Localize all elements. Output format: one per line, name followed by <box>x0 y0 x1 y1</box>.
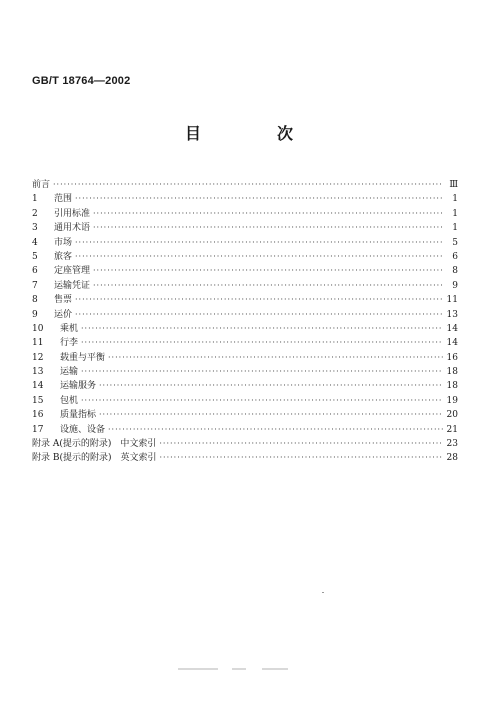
toc-entry-number: 11 <box>32 338 44 349</box>
toc-entry-3[interactable] <box>32 221 458 235</box>
toc-entry-7[interactable] <box>32 279 458 293</box>
toc-leader-dots <box>53 178 443 192</box>
toc-entry-page: 11 <box>446 295 458 306</box>
toc-entry-label: 乘机 <box>60 323 79 334</box>
toc-entry-label: 市场 <box>54 237 73 248</box>
toc-entry-number: 17 <box>32 424 44 435</box>
toc-entry-page: 21 <box>446 424 458 435</box>
toc-entry-label: 旅客 <box>54 251 73 262</box>
toc-entry-page: 20 <box>446 410 458 421</box>
toc-leader-dots <box>99 408 443 422</box>
toc-entry-label: 包机 <box>60 395 79 406</box>
toc-entry-page: 1 <box>452 223 458 234</box>
scan-speck <box>322 592 324 593</box>
toc-entry-page: 16 <box>446 352 458 363</box>
toc-entry-label: 运输凭证 <box>54 280 91 291</box>
toc-entry-page: Ⅲ <box>449 180 458 190</box>
toc-entry-number: 5 <box>32 251 38 262</box>
toc-entry-page: 1 <box>452 194 458 205</box>
toc-entry-number: 4 <box>32 237 38 248</box>
toc-entry-5[interactable] <box>32 250 458 264</box>
toc-entry-label: 设施、设备 <box>60 424 106 435</box>
toc-entry-appendix-b[interactable] <box>32 451 458 465</box>
toc-entry-preface[interactable] <box>32 178 458 192</box>
toc-entry-page: 14 <box>446 323 458 334</box>
table-of-contents <box>32 178 458 466</box>
toc-entry-label: 运价 <box>54 309 73 320</box>
toc-leader-dots <box>81 365 443 379</box>
toc-entry-number: 16 <box>32 410 44 421</box>
toc-entry-page: 8 <box>452 266 458 277</box>
toc-entry-page: 9 <box>452 280 458 291</box>
toc-entry-number: 13 <box>32 367 44 378</box>
toc-entry-15[interactable] <box>32 394 458 408</box>
toc-entry-number: 1 <box>32 194 38 205</box>
toc-entry-label: 运输服务 <box>60 381 97 392</box>
faint-footer-mark <box>232 668 246 670</box>
toc-leader-dots <box>108 423 443 437</box>
toc-leader-dots <box>99 379 443 393</box>
toc-entry-page: 18 <box>446 381 458 392</box>
toc-entry-number: 12 <box>32 352 44 363</box>
toc-leader-dots <box>160 451 444 465</box>
toc-entry-label: 附录 A(提示的附录) 中文索引 <box>32 439 157 450</box>
toc-entry-label: 运输 <box>60 367 79 378</box>
toc-entry-number: 7 <box>32 280 38 291</box>
toc-entry-number: 10 <box>32 323 44 334</box>
toc-leader-dots <box>81 336 443 350</box>
toc-entry-page: 6 <box>452 251 458 262</box>
faint-footer-mark <box>262 668 288 670</box>
toc-entry-9[interactable] <box>32 308 458 322</box>
toc-entry-label: 定座管理 <box>54 266 91 277</box>
toc-entry-label: 附录 B(提示的附录) 英文索引 <box>32 453 157 464</box>
toc-entry-number: 3 <box>32 223 38 234</box>
toc-entry-14[interactable] <box>32 379 458 393</box>
toc-leader-dots <box>75 192 443 206</box>
toc-entry-17[interactable] <box>32 423 458 437</box>
toc-leader-dots <box>93 221 443 235</box>
toc-entry-label: 范围 <box>54 194 73 205</box>
toc-entry-16[interactable] <box>32 408 458 422</box>
toc-entry-number: 14 <box>32 381 44 392</box>
toc-entry-1[interactable] <box>32 192 458 206</box>
standard-code: GB/T 18764—2002 <box>32 75 131 87</box>
toc-leader-dots <box>108 351 443 365</box>
toc-entry-number: 15 <box>32 395 44 406</box>
toc-leader-dots <box>75 293 443 307</box>
toc-entry-number: 6 <box>32 266 38 277</box>
toc-leader-dots <box>93 264 443 278</box>
toc-entry-number: 9 <box>32 309 38 320</box>
toc-entry-label: 行李 <box>60 338 79 349</box>
toc-entry-page: 28 <box>446 453 458 464</box>
toc-entry-label: 引用标准 <box>54 208 91 219</box>
toc-entry-number: 8 <box>32 295 38 306</box>
toc-entry-page: 1 <box>452 208 458 219</box>
faint-footer-mark <box>178 668 218 670</box>
toc-leader-dots <box>81 322 443 336</box>
toc-entry-page: 19 <box>446 395 458 406</box>
toc-entry-label: 通用术语 <box>54 223 91 234</box>
toc-leader-dots <box>75 250 443 264</box>
toc-entry-10[interactable] <box>32 322 458 336</box>
toc-entry-label: 售票 <box>54 295 73 306</box>
toc-leader-dots <box>159 437 443 451</box>
toc-entry-11[interactable] <box>32 336 458 350</box>
toc-entry-page: 5 <box>452 237 458 248</box>
toc-entry-2[interactable] <box>32 207 458 221</box>
toc-entry-4[interactable] <box>32 236 458 250</box>
toc-entry-appendix-a[interactable] <box>32 437 458 451</box>
toc-entry-page: 13 <box>446 309 458 320</box>
toc-entry-12[interactable] <box>32 351 458 365</box>
toc-entry-label: 质量指标 <box>60 410 97 421</box>
toc-entry-number: 2 <box>32 208 38 219</box>
toc-entry-label: 前言 <box>32 180 51 190</box>
toc-entry-page: 23 <box>446 439 458 450</box>
toc-leader-dots <box>81 394 443 408</box>
toc-leader-dots <box>93 207 443 221</box>
toc-entry-label: 载重与平衡 <box>60 352 106 363</box>
toc-leader-dots <box>75 308 443 322</box>
toc-entry-8[interactable] <box>32 293 458 307</box>
toc-leader-dots <box>93 279 443 293</box>
toc-entry-page: 18 <box>446 367 458 378</box>
page-title: 目 次 <box>184 124 323 143</box>
toc-entry-6[interactable] <box>32 264 458 278</box>
toc-entry-page: 14 <box>446 338 458 349</box>
toc-leader-dots <box>75 236 443 250</box>
toc-entry-13[interactable] <box>32 365 458 379</box>
